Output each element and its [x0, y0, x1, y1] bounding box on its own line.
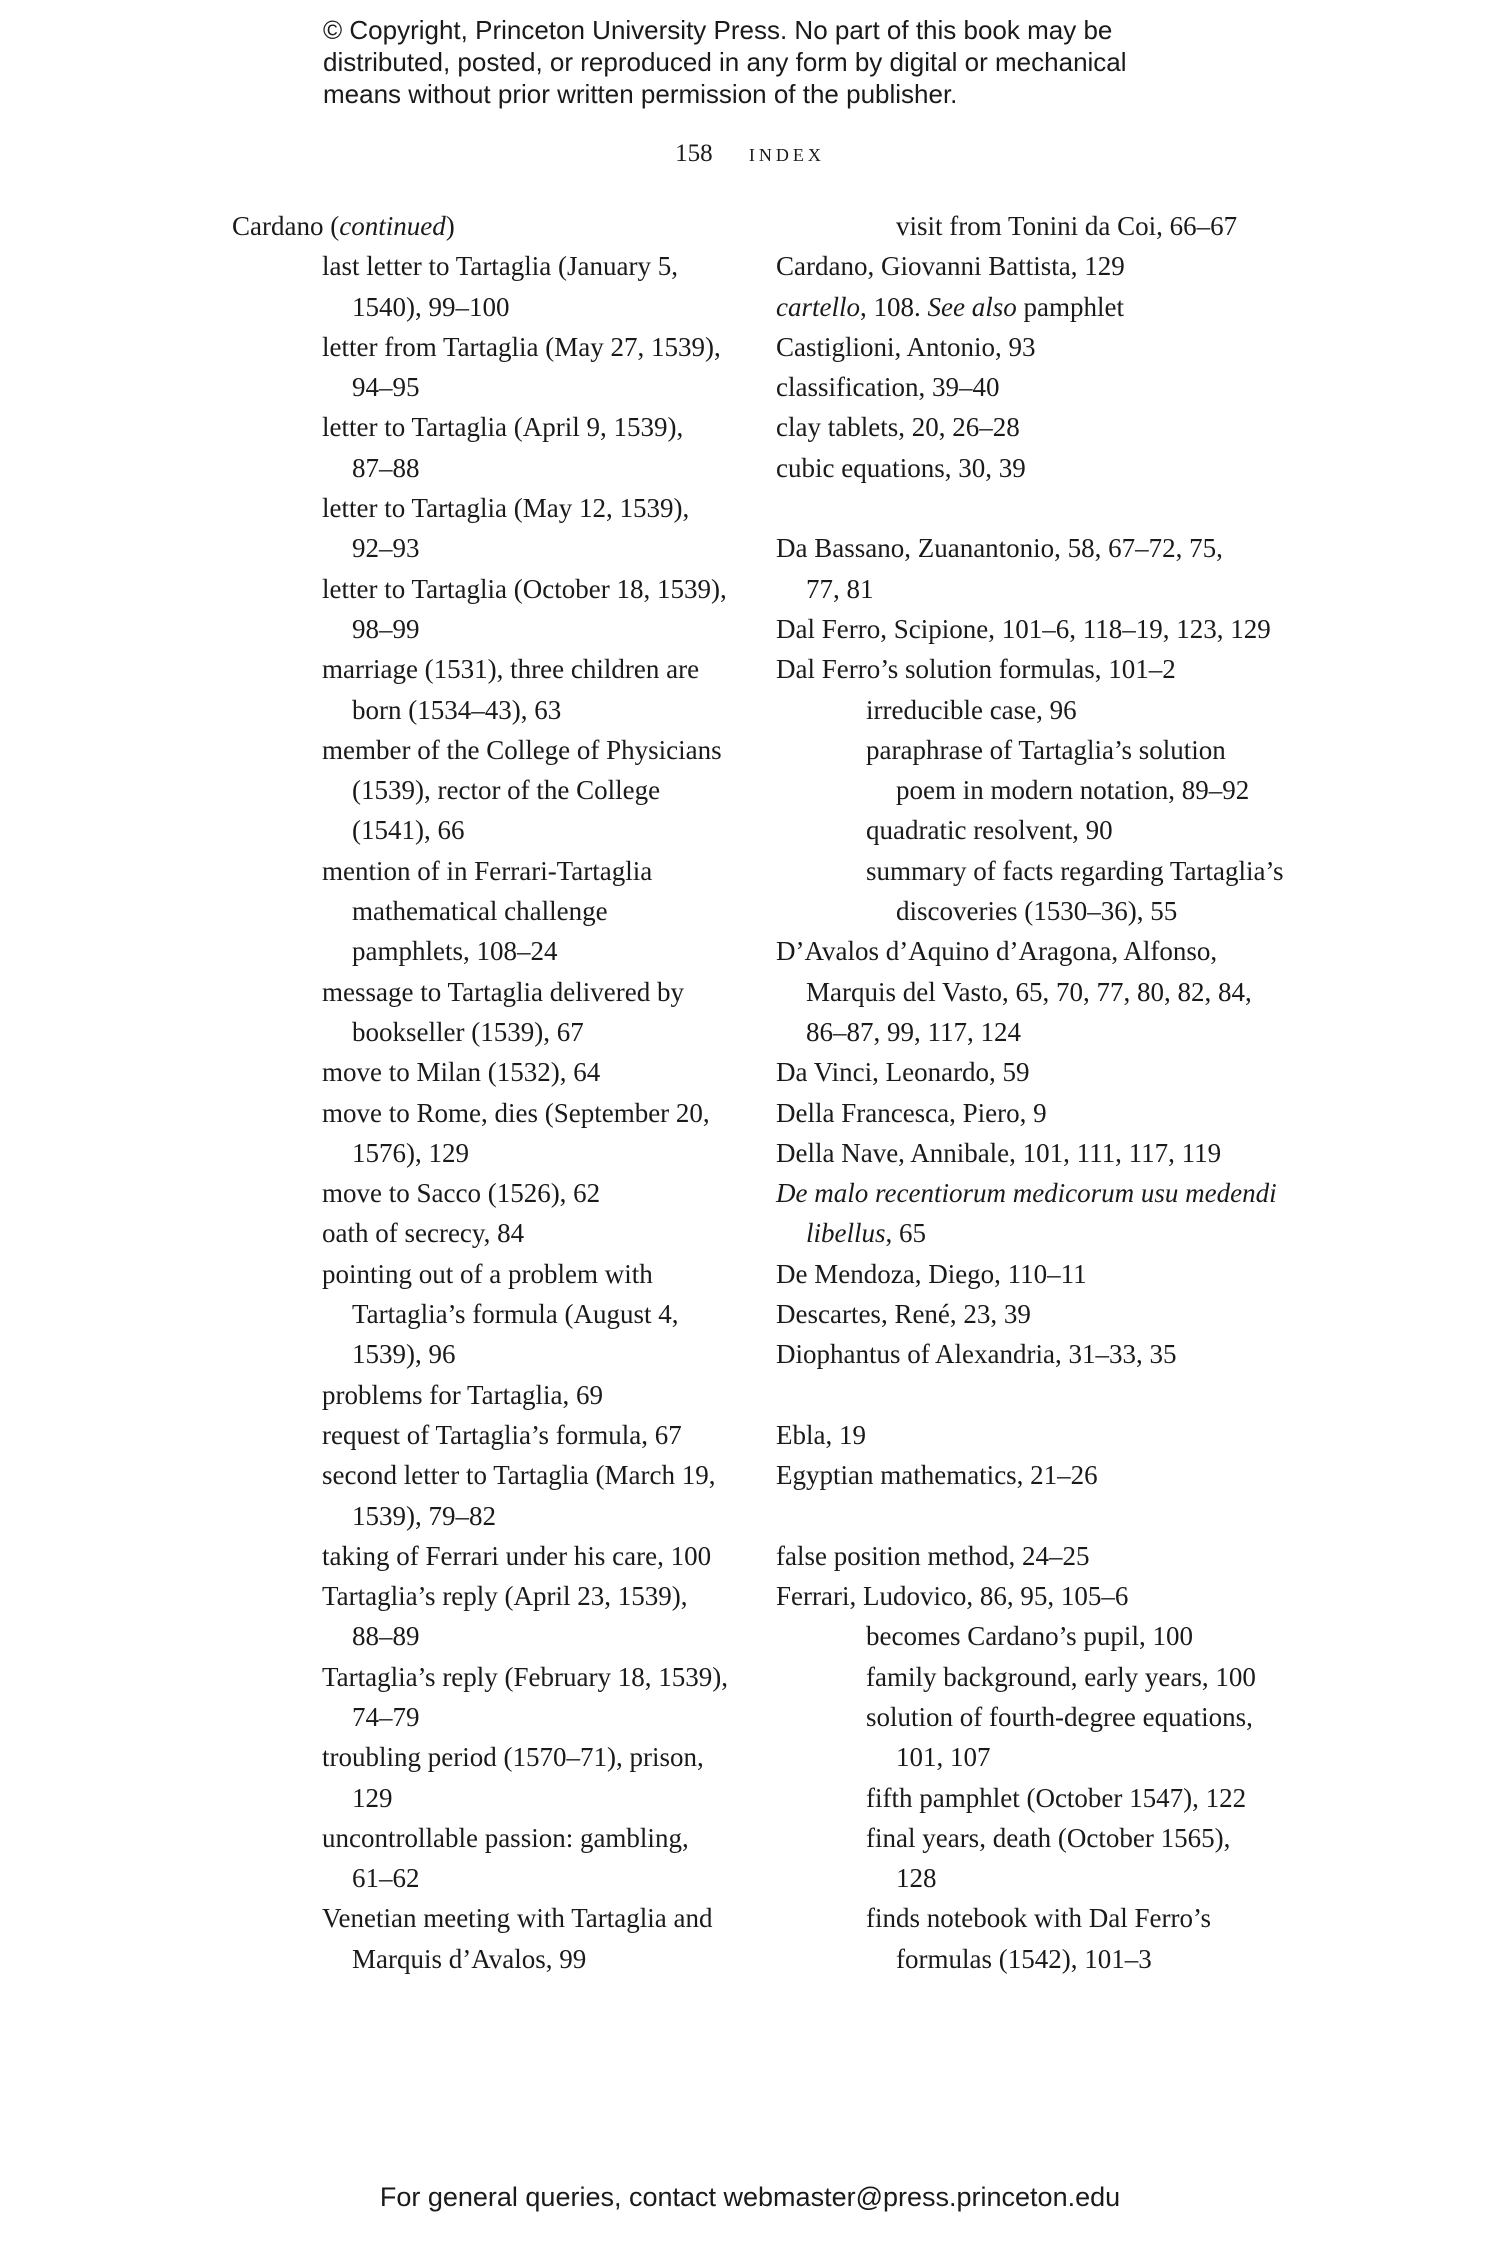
index-subentry-continuation: 98–99 — [352, 613, 420, 644]
index-subentry: message to Tartaglia delivered by — [322, 976, 684, 1007]
index-entry — [776, 1173, 1296, 1213]
index-subentry: irreducible case, 96 — [866, 694, 1077, 725]
index-entry: Ebla, 19 — [776, 1419, 866, 1450]
index-entry-continuation: Marquis del Vasto, 65, 70, 77, 80, 82, 84, — [806, 976, 1252, 1007]
index-subentry: oath of secrecy, 84 — [322, 1218, 525, 1249]
index-subentry: letter from Tartaglia (May 27, 1539), — [322, 331, 721, 362]
index-entry: Dal Ferro, Scipione, 101–6, 118–19, 123, 129 — [776, 613, 1271, 644]
index-subentry: last letter to Tartaglia (January 5, — [322, 251, 678, 282]
index-column-left — [232, 206, 752, 1979]
section-title: index — [748, 140, 825, 167]
index-entry-continuation: 77, 81 — [806, 573, 874, 604]
letter-group-gap — [776, 488, 1296, 528]
index-subentry-continuation: (1539), rector of the College — [352, 775, 661, 806]
index-subentry: troubling period (1570–71), prison, — [322, 1742, 704, 1773]
index-entry: Diophantus of Alexandria, 31–33, 35 — [776, 1339, 1177, 1370]
index-entry: Da Bassano, Zuanantonio, 58, 67–72, 75, — [776, 533, 1223, 564]
index-entry: De Mendoza, Diego, 110–11 — [776, 1258, 1087, 1289]
index-entry: Egyptian mathematics, 21–26 — [776, 1460, 1098, 1491]
index-entry: Cardano, Giovanni Battista, 129 — [776, 251, 1125, 282]
index-entry: Castiglioni, Antonio, 93 — [776, 331, 1036, 362]
index-subentry-continuation: Tartaglia’s formula (August 4, — [352, 1299, 679, 1330]
index-subentry: summary of facts regarding Tartaglia’s — [866, 855, 1284, 886]
index-entry — [232, 206, 752, 246]
entry-italic: continued — [339, 211, 446, 241]
index-subentry: family background, early years, 100 — [866, 1661, 1256, 1692]
entry-text: , 65 — [885, 1218, 926, 1249]
index-subentry: move to Milan (1532), 64 — [322, 1057, 601, 1088]
index-subentry: pointing out of a problem with — [322, 1258, 653, 1289]
index-entry: Della Nave, Annibale, 101, 111, 117, 119 — [776, 1137, 1222, 1168]
index-subentry: letter to Tartaglia (October 18, 1539), — [322, 573, 727, 604]
index-entry: clay tablets, 20, 26–28 — [776, 412, 1020, 443]
index-subentry-continuation: poem in modern notation, 89–92 — [896, 775, 1250, 806]
index-subentry: paraphrase of Tartaglia’s solution — [866, 734, 1226, 765]
index-subentry-continuation: 87–88 — [352, 452, 420, 483]
index-column-right — [776, 206, 1296, 1979]
index-entry-continuation: 86–87, 99, 117, 124 — [806, 1016, 1021, 1047]
index-subentry: finds notebook with Dal Ferro’s — [866, 1903, 1211, 1934]
index-entry — [776, 287, 1296, 327]
index-subentry: uncontrollable passion: gambling, — [322, 1822, 689, 1853]
index-subentry: marriage (1531), three children are — [322, 654, 700, 685]
index-entry: D’Avalos d’Aquino d’Aragona, Alfonso, — [776, 936, 1218, 967]
index-entry: Dal Ferro’s solution formulas, 101–2 — [776, 654, 1176, 685]
index-subentry-continuation: pamphlets, 108–24 — [352, 936, 558, 967]
letter-group-gap — [776, 1496, 1296, 1536]
entry-text: Cardano ( — [232, 211, 340, 241]
index-entry: cubic equations, 30, 39 — [776, 452, 1026, 483]
index-subentry-continuation: 88–89 — [352, 1621, 420, 1652]
index-subentry: taking of Ferrari under his care, 100 — [322, 1540, 712, 1571]
index-subentry: mention of in Ferrari-Tartaglia — [322, 855, 653, 886]
index-subentry-continuation: 1576), 129 — [352, 1137, 469, 1168]
index-entry: classification, 39–40 — [776, 372, 1000, 403]
index-entry: false position method, 24–25 — [776, 1540, 1090, 1571]
index-subentry: visit from Tonini da Coi, 66–67 — [896, 211, 1238, 241]
index-subentry-continuation: 74–79 — [352, 1701, 420, 1732]
index-entry: Descartes, René, 23, 39 — [776, 1299, 1031, 1330]
index-subentry: final years, death (October 1565), — [866, 1822, 1231, 1853]
index-subentry: Venetian meeting with Tartaglia and — [322, 1903, 713, 1934]
index-subentry-continuation: 1539), 96 — [352, 1339, 456, 1370]
index-subentry: letter to Tartaglia (April 9, 1539), — [322, 412, 684, 443]
index-subentry: quadratic resolvent, 90 — [866, 815, 1113, 846]
index-subentry-continuation: born (1534–43), 63 — [352, 694, 562, 725]
index-subentry: second letter to Tartaglia (March 19, — [322, 1460, 716, 1491]
index-subentry: move to Rome, dies (September 20, — [322, 1097, 710, 1128]
index-subentry-continuation: 101, 107 — [896, 1742, 991, 1773]
index-subentry: fifth pamphlet (October 1547), 122 — [866, 1782, 1247, 1813]
index-entry: Della Francesca, Piero, 9 — [776, 1097, 1047, 1128]
index-subentry-continuation: formulas (1542), 101–3 — [896, 1943, 1152, 1974]
copyright-line: © Copyright, Princeton University Press. No part of this book may be — [323, 15, 1113, 45]
index-subentry: move to Sacco (1526), 62 — [322, 1178, 601, 1209]
index-subentry: request of Tartaglia’s formula, 67 — [322, 1419, 682, 1450]
index-subentry: letter to Tartaglia (May 12, 1539), — [322, 493, 690, 524]
index-subentry: problems for Tartaglia, 69 — [322, 1379, 604, 1410]
index-subentry: Tartaglia’s reply (April 23, 1539), — [322, 1581, 688, 1612]
entry-text: pamphlet — [1016, 291, 1124, 322]
index-subentry-continuation: Marquis d’Avalos, 99 — [352, 1943, 587, 1974]
index-subentry-continuation: discoveries (1530–36), 55 — [896, 896, 1178, 927]
index-subentry: becomes Cardano’s pupil, 100 — [866, 1621, 1193, 1652]
index-entry: Ferrari, Ludovico, 86, 95, 105–6 — [776, 1581, 1129, 1612]
index-subentry: Tartaglia’s reply (February 18, 1539), — [322, 1661, 728, 1692]
letter-group-gap — [776, 1375, 1296, 1415]
entry-italic: cartello — [776, 291, 860, 322]
index-entry: Da Vinci, Leonardo, 59 — [776, 1057, 1030, 1088]
index-subentry-continuation: 94–95 — [352, 372, 420, 403]
copyright-notice — [323, 14, 1243, 110]
index-subentry-continuation: 129 — [352, 1782, 393, 1813]
entry-italic: See also — [927, 291, 1017, 322]
entry-text: , 108. — [859, 291, 928, 322]
index-subentry-continuation: 128 — [896, 1863, 937, 1894]
index-subentry-continuation: 1539), 79–82 — [352, 1500, 496, 1531]
index-subentry: member of the College of Physicians — [322, 734, 722, 765]
entry-italic: libellus — [806, 1218, 886, 1249]
index-subentry-continuation: 1540), 99–100 — [352, 291, 510, 322]
index-subentry-continuation: 61–62 — [352, 1863, 420, 1894]
copyright-line: means without prior written permission of the publisher. — [323, 79, 958, 109]
entry-text: ) — [445, 211, 455, 241]
index-subentry-continuation: 92–93 — [352, 533, 420, 564]
copyright-line: distributed, posted, or reproduced in any form by digital or mechanical — [323, 47, 1127, 77]
running-header — [0, 140, 1500, 168]
index-subentry-continuation: bookseller (1539), 67 — [352, 1016, 584, 1047]
index-entry-continuation — [776, 1213, 1296, 1253]
index-subentry-continuation: mathematical challenge — [352, 896, 608, 927]
page-number: 158 — [675, 140, 713, 167]
footer-contact: For general queries, contact webmaster@press.princeton.edu — [379, 2182, 1121, 2212]
index-subentry-continuation: (1541), 66 — [352, 815, 465, 846]
index-subentry: solution of fourth-degree equations, — [866, 1701, 1253, 1732]
entry-italic: De malo recentiorum medicorum usu medendi — [776, 1178, 1277, 1209]
